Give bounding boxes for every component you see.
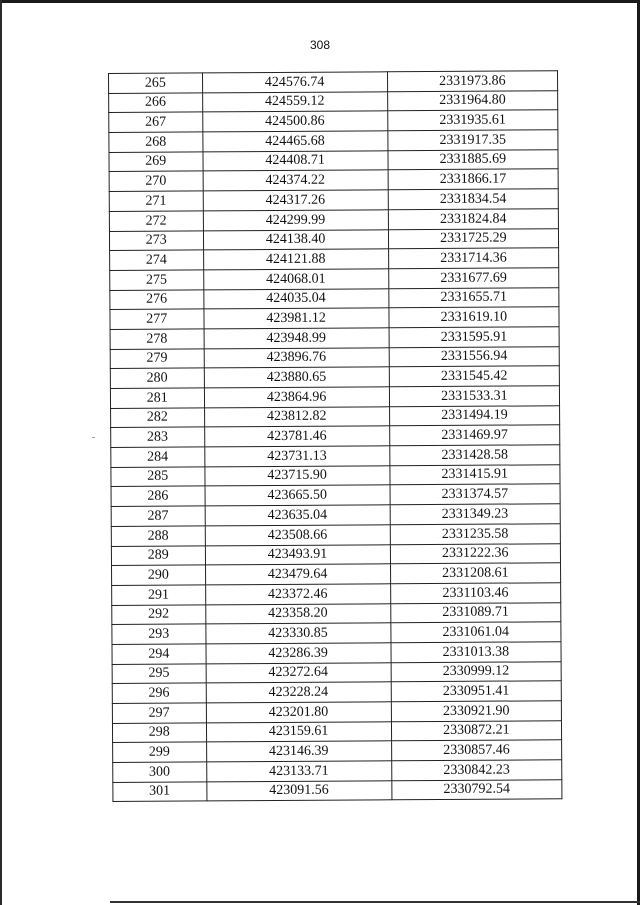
point-id-cell: 273 (109, 230, 203, 250)
point-id-cell: 284 (111, 447, 205, 467)
point-id-cell: 283 (111, 427, 205, 447)
point-id-cell: 275 (110, 270, 204, 290)
point-id-cell: 274 (110, 250, 204, 270)
easting-cell: 423372.46 (205, 584, 390, 605)
scan-border-bottom (110, 901, 640, 903)
northing-cell: 2331677.69 (388, 268, 558, 289)
easting-cell: 423864.96 (204, 387, 389, 408)
table-row (112, 622, 561, 644)
northing-cell: 2330872.21 (391, 720, 561, 741)
table-row (110, 366, 559, 388)
point-id-cell: 287 (111, 506, 205, 526)
scan-speck (92, 437, 95, 438)
point-id-cell: 266 (109, 93, 203, 113)
easting-cell: 423358.20 (205, 603, 390, 624)
point-id-cell: 267 (109, 112, 203, 132)
easting-cell: 423159.61 (206, 721, 391, 742)
point-id-cell: 292 (112, 604, 206, 624)
easting-cell: 423228.24 (206, 682, 391, 703)
table-row (111, 484, 560, 506)
page-number: 308 (309, 38, 331, 52)
point-id-cell: 299 (113, 742, 207, 762)
northing-cell: 2331428.58 (389, 445, 559, 466)
northing-cell: 2331103.46 (390, 583, 560, 604)
table-row (112, 563, 561, 585)
table-row (110, 268, 559, 290)
easting-cell: 423880.65 (204, 367, 389, 388)
table-row (111, 524, 560, 546)
northing-cell: 2331725.29 (388, 228, 558, 249)
easting-cell: 423948.99 (204, 328, 389, 349)
easting-cell: 423508.66 (205, 525, 390, 546)
point-id-cell: 265 (109, 73, 203, 93)
point-id-cell: 279 (110, 349, 204, 369)
table-row (113, 779, 562, 801)
easting-cell: 424138.40 (203, 229, 388, 250)
point-id-cell: 269 (109, 152, 203, 172)
northing-cell: 2331935.61 (387, 110, 557, 131)
point-id-cell: 271 (109, 191, 203, 211)
point-id-cell: 289 (111, 545, 205, 565)
table-row (110, 248, 559, 270)
northing-cell: 2331469.97 (389, 425, 559, 446)
northing-cell: 2330792.54 (391, 779, 561, 800)
easting-cell: 423665.50 (205, 485, 390, 506)
easting-cell: 424299.99 (203, 210, 388, 231)
table-row (109, 228, 558, 250)
table-row (110, 327, 559, 349)
northing-cell: 2331973.86 (387, 71, 557, 92)
easting-cell: 423635.04 (205, 505, 390, 526)
table-row (109, 110, 558, 132)
table-row (111, 405, 560, 427)
scan-border-top (0, 0, 640, 3)
table-row (110, 307, 559, 329)
table-row (109, 90, 558, 112)
northing-cell: 2331235.58 (390, 524, 560, 545)
easting-cell: 423493.91 (205, 544, 390, 565)
northing-cell: 2331061.04 (391, 622, 561, 643)
easting-cell: 423812.82 (204, 406, 389, 427)
coordinates-table (108, 70, 562, 802)
table-row (110, 386, 559, 408)
table-row (110, 346, 559, 368)
northing-cell: 2331415.91 (390, 464, 560, 485)
table-row (111, 464, 560, 486)
point-id-cell: 281 (110, 388, 204, 408)
easting-cell: 424465.68 (202, 131, 387, 152)
northing-cell: 2331533.31 (389, 386, 559, 407)
easting-cell: 423146.39 (206, 741, 391, 762)
coordinates-table-body (109, 71, 562, 802)
easting-cell: 424576.74 (202, 72, 387, 93)
northing-cell: 2331222.36 (390, 543, 560, 564)
table-row (112, 602, 561, 624)
easting-cell: 423731.13 (204, 446, 389, 467)
table-row (113, 760, 562, 782)
table-row (109, 169, 558, 191)
point-id-cell: 300 (113, 762, 207, 782)
point-id-cell: 301 (113, 782, 207, 802)
point-id-cell: 285 (111, 467, 205, 487)
point-id-cell: 278 (110, 329, 204, 349)
point-id-cell: 270 (109, 171, 203, 191)
easting-cell: 423896.76 (204, 347, 389, 368)
table-row (111, 543, 560, 565)
northing-cell: 2331834.54 (388, 189, 558, 210)
easting-cell: 424068.01 (203, 269, 388, 290)
easting-cell: 423781.46 (204, 426, 389, 447)
northing-cell: 2331013.38 (391, 642, 561, 663)
northing-cell: 2331655.71 (388, 287, 558, 308)
easting-cell: 424035.04 (203, 288, 388, 309)
point-id-cell: 294 (112, 644, 206, 664)
point-id-cell: 296 (112, 683, 206, 703)
point-id-cell: 298 (112, 723, 206, 743)
point-id-cell: 293 (112, 624, 206, 644)
table-row (109, 130, 558, 152)
point-id-cell: 288 (111, 526, 205, 546)
northing-cell: 2331374.57 (390, 484, 560, 505)
easting-cell: 423715.90 (204, 466, 389, 487)
northing-cell: 2330921.90 (391, 701, 561, 722)
point-id-cell: 268 (109, 132, 203, 152)
northing-cell: 2331556.94 (389, 346, 559, 367)
easting-cell: 423330.85 (205, 623, 390, 644)
point-id-cell: 276 (110, 289, 204, 309)
northing-cell: 2330951.41 (391, 681, 561, 702)
table-row (112, 720, 561, 742)
northing-cell: 2331494.19 (389, 405, 559, 426)
easting-cell: 424374.22 (203, 170, 388, 191)
easting-cell: 424317.26 (203, 190, 388, 211)
point-id-cell: 295 (112, 664, 206, 684)
easting-cell: 423272.64 (206, 662, 391, 683)
scan-border-left (0, 0, 2, 905)
table-row (110, 287, 559, 309)
easting-cell: 424121.88 (203, 249, 388, 270)
table-row (112, 583, 561, 605)
northing-cell: 2331824.84 (388, 209, 558, 230)
easting-cell: 423479.64 (205, 564, 390, 585)
point-id-cell: 277 (110, 309, 204, 329)
table-row (109, 189, 558, 211)
easting-cell: 424500.86 (202, 111, 387, 132)
table-row (112, 661, 561, 683)
northing-cell: 2331885.69 (388, 150, 558, 171)
northing-cell: 2331545.42 (389, 366, 559, 387)
easting-cell: 423133.71 (206, 761, 391, 782)
northing-cell: 2331208.61 (390, 563, 560, 584)
table-row (109, 209, 558, 231)
easting-cell: 424408.71 (202, 151, 387, 172)
northing-cell: 2331619.10 (389, 307, 559, 328)
easting-cell: 423201.80 (206, 702, 391, 723)
table-row (113, 740, 562, 762)
point-id-cell: 286 (111, 486, 205, 506)
table-row (111, 445, 560, 467)
point-id-cell: 290 (112, 565, 206, 585)
northing-cell: 2331964.80 (387, 90, 557, 111)
table-row (111, 425, 560, 447)
northing-cell: 2331595.91 (389, 327, 559, 348)
northing-cell: 2331349.23 (390, 504, 560, 525)
northing-cell: 2331714.36 (388, 248, 558, 269)
table-row (112, 681, 561, 703)
easting-cell: 423091.56 (206, 781, 391, 802)
point-id-cell: 272 (109, 211, 203, 231)
northing-cell: 2330999.12 (391, 661, 561, 682)
northing-cell: 2331866.17 (388, 169, 558, 190)
easting-cell: 423286.39 (206, 643, 391, 664)
northing-cell: 2330842.23 (391, 760, 561, 781)
table-row (111, 504, 560, 526)
table-row (112, 642, 561, 664)
northing-cell: 2330857.46 (391, 740, 561, 761)
point-id-cell: 297 (112, 703, 206, 723)
easting-cell: 424559.12 (202, 91, 387, 112)
point-id-cell: 280 (110, 368, 204, 388)
northing-cell: 2331089.71 (390, 602, 560, 623)
easting-cell: 423981.12 (203, 308, 388, 329)
table-row (112, 701, 561, 723)
table-row (109, 71, 558, 93)
point-id-cell: 291 (112, 585, 206, 605)
table-row (109, 150, 558, 172)
point-id-cell: 282 (111, 408, 205, 428)
northing-cell: 2331917.35 (388, 130, 558, 151)
